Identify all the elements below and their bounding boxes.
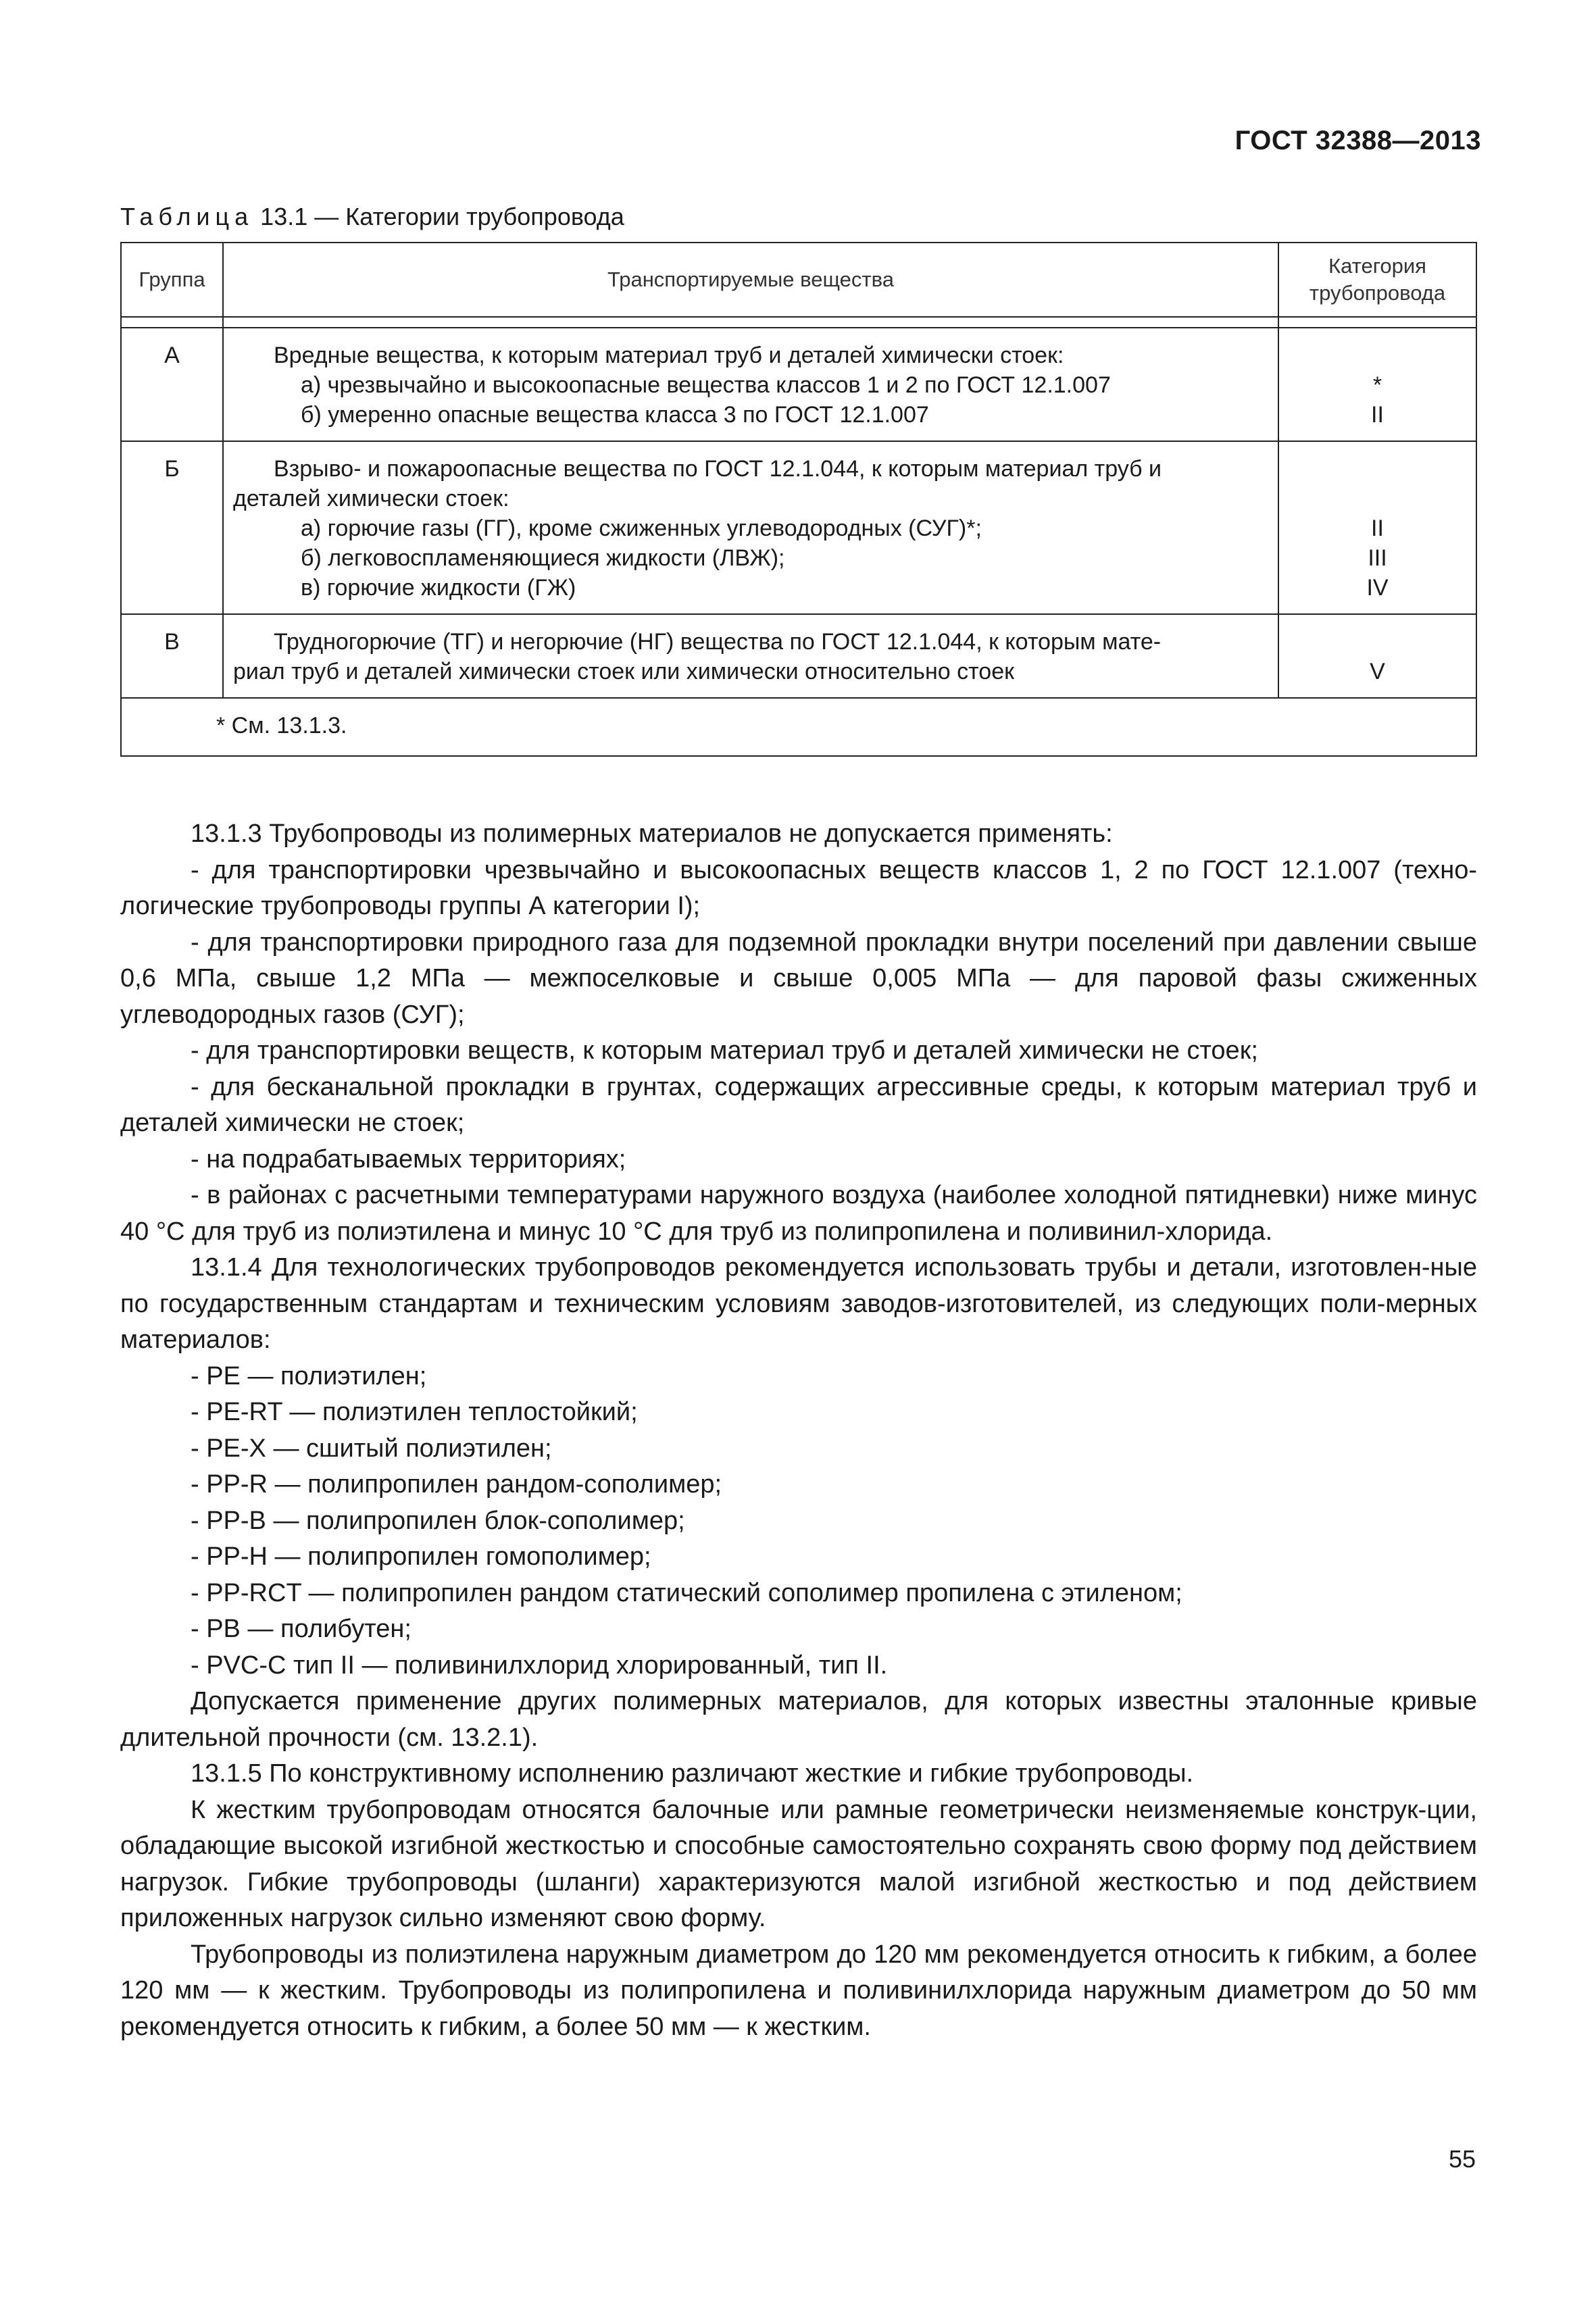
substance-item: в) горючие жидкости (ГЖ) bbox=[301, 575, 576, 601]
paragraph-other-materials: Допускается применение других полимерных материалов, для которых известны эталонные кривые длительной прочности (см. 13.2.1). bbox=[120, 1687, 1477, 1752]
table-row-group-a bbox=[121, 328, 1476, 441]
substance-item: б) легковоспламеняющиеся жидкости (ЛВЖ); bbox=[301, 545, 785, 571]
material-item: - РЕ — полиэтилен; bbox=[191, 1361, 427, 1390]
material-item: - PP-R — полипропилен рандом-сополимер; bbox=[191, 1470, 722, 1499]
table-footnote: * См. 13.1.3. bbox=[121, 698, 1476, 756]
substance-cell bbox=[223, 328, 1278, 441]
header-category-line2: трубопровода bbox=[1309, 281, 1446, 305]
material-item: - РВ — полибутен; bbox=[191, 1615, 412, 1643]
table-caption-word: Таблица bbox=[120, 203, 254, 230]
table-header-row bbox=[121, 243, 1476, 317]
header-group: Группа bbox=[121, 243, 223, 317]
substance-lead-continued: риал труб и деталей химически стоек или химически относительно стоек bbox=[233, 659, 1014, 684]
material-item: - PE-RT — полиэтилен теплостойкий; bbox=[191, 1398, 638, 1426]
table-caption-title: 13.1 — Категории трубопровода bbox=[260, 203, 624, 230]
header-category-line1: Категория bbox=[1328, 254, 1426, 278]
substance-cell bbox=[223, 614, 1278, 698]
restriction-item: - для транспортировки природного газа для подземной прокладки внутри поселений при давлении свыше 0,6 МПа, свыше 1,2 МПа — межпоселковые и свыше 0,005 МПа — для паровой фазы сжиженных углеводородных газов (СУГ); bbox=[120, 928, 1477, 1029]
table-footnote-row bbox=[121, 698, 1476, 756]
restriction-item: - на подрабатываемых территориях; bbox=[191, 1145, 626, 1174]
paragraph-diameter-guidance: Трубопроводы из полиэтилена наружным диаметром до 120 мм рекомендуется относить к гибким, а более 120 мм — к жестким. Трубопроводы из полипропилена и поливинилхлорида наружным диаметром до 50 мм рекомендуется относить к гибким, а более 50 мм — к жестким. bbox=[120, 1940, 1477, 2041]
substance-item: б) умеренно опасные вещества класса 3 по ГОСТ 12.1.007 bbox=[301, 402, 929, 428]
substance-item: а) чрезвычайно и высокоопасные вещества классов 1 и 2 по ГОСТ 12.1.007 bbox=[301, 372, 1111, 398]
paragraph-13-1-3: 13.1.3 Трубопроводы из полимерных материалов не допускается применять: bbox=[191, 820, 1113, 848]
substance-lead: Взрыво- и пожароопасные вещества по ГОСТ 12.1.044, к которым материал труб и bbox=[274, 456, 1162, 482]
restriction-item: - для транспортировки чрезвычайно и высокоопасных веществ классов 1, 2 по ГОСТ 12.1.007 (техно-логические трубопроводы группы А категории I); bbox=[120, 855, 1477, 920]
pipeline-category-table bbox=[120, 242, 1477, 757]
paragraph-rigid-flexible: К жестким трубопроводам относятся балочные или рамные геометрически неизменяемые конструк-ции, обладающие высокой изгибной жесткостью и способные самостоятельно сохранять свою форму под действием нагрузок. Гибкие трубопроводы (шланги) характеризуются малой изгибной жесткостью и под действием приложенных нагрузок сильно изменяют свою форму. bbox=[120, 1795, 1477, 1932]
category-value: II bbox=[1371, 402, 1384, 428]
substance-cell bbox=[223, 441, 1278, 614]
group-cell: Б bbox=[121, 441, 223, 614]
restriction-item: - для бесканальной прокладки в грунтах, содержащих агрессивные среды, к которым материал труб и деталей химически не стоек; bbox=[120, 1072, 1477, 1137]
document-standard-code: ГОСТ 32388—2013 bbox=[1235, 126, 1481, 155]
category-value: IV bbox=[1366, 575, 1389, 601]
material-item: - РЕ-Х — сшитый полиэтилен; bbox=[191, 1434, 552, 1463]
material-item: - РР-В — полипропилен блок-сополимер; bbox=[191, 1506, 685, 1535]
substance-lead: Вредные вещества, к которым материал труб и деталей химически стоек: bbox=[274, 343, 1064, 368]
table-row-group-b bbox=[121, 441, 1476, 614]
substance-lead-continued: деталей химически стоек: bbox=[233, 486, 509, 511]
material-item: - РР-Н — полипропилен гомополимер; bbox=[191, 1542, 651, 1571]
restriction-item: - для транспортировки веществ, к которым материал труб и деталей химически не стоек; bbox=[191, 1036, 1258, 1065]
category-value: * bbox=[1372, 372, 1382, 398]
header-category bbox=[1278, 243, 1476, 317]
table-caption bbox=[120, 203, 624, 231]
header-substances: Транспортируемые вещества bbox=[223, 243, 1278, 317]
table-row-group-v bbox=[121, 614, 1476, 698]
page-number: 55 bbox=[1448, 2145, 1476, 2173]
material-item: - PVC-C тип II — поливинилхлорид хлорированный, тип II. bbox=[191, 1651, 888, 1680]
body-text bbox=[120, 816, 1477, 2045]
category-value: II bbox=[1371, 515, 1384, 541]
category-cell bbox=[1278, 614, 1476, 698]
category-cell bbox=[1278, 441, 1476, 614]
substance-lead: Трудногорючие (ТГ) и негорючие (НГ) вещества по ГОСТ 12.1.044, к которым мате- bbox=[274, 629, 1162, 655]
paragraph-13-1-5: 13.1.5 По конструктивному исполнению различают жесткие и гибкие трубопроводы. bbox=[191, 1759, 1194, 1788]
paragraph-13-1-4: 13.1.4 Для технологических трубопроводов рекомендуется использовать трубы и детали, изготовлен-ные по государственным стандартам и техническим условиям заводов-изготовителей, из следующих поли-мерных материалов: bbox=[120, 1253, 1477, 1354]
category-value: V bbox=[1370, 659, 1385, 684]
category-cell bbox=[1278, 328, 1476, 441]
group-cell: А bbox=[121, 328, 223, 441]
group-cell: В bbox=[121, 614, 223, 698]
substance-item: а) горючие газы (ГГ), кроме сжиженных углеводородных (СУГ)*; bbox=[301, 515, 982, 541]
material-item: - PP-RCT — полипропилен рандом статический сополимер пропилена с этиленом; bbox=[191, 1578, 1182, 1607]
restriction-item: - в районах с расчетными температурами наружного воздуха (наиболее холодной пятидневки) ниже минус 40 °С для труб из полиэтилена и минус 10 °С для труб из полипропилена и поливинил-хлорида. bbox=[120, 1181, 1477, 1246]
category-value: III bbox=[1368, 545, 1387, 571]
header-double-rule bbox=[121, 317, 1476, 328]
